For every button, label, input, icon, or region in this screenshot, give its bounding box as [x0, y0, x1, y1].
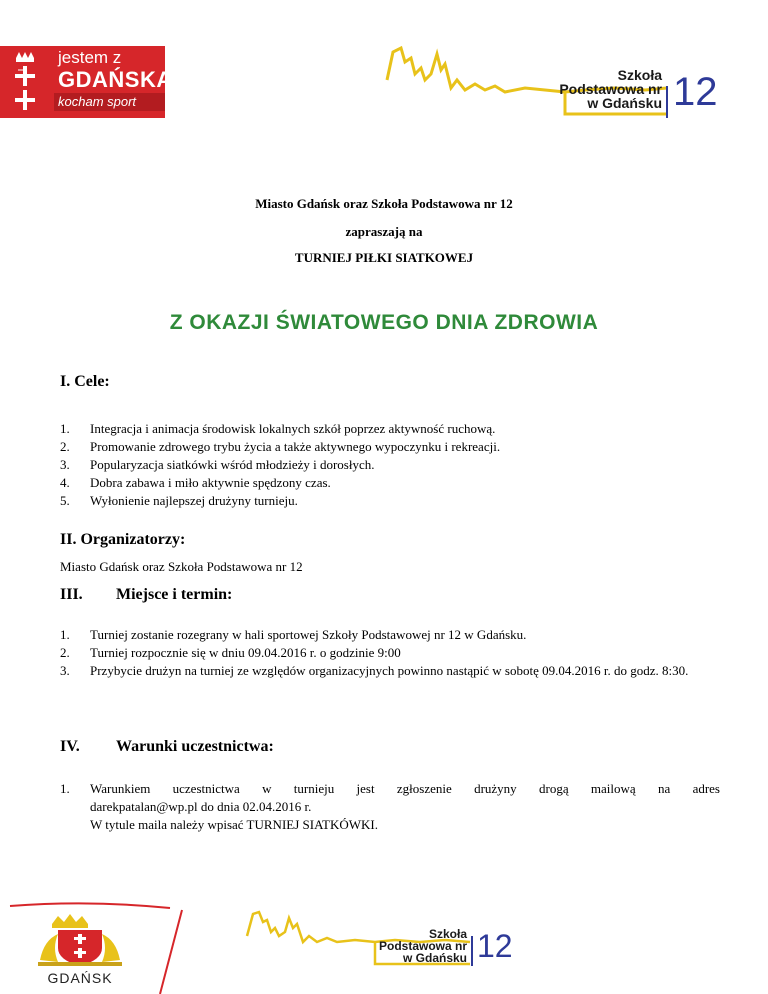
- gdansk-crest-icon: [0, 46, 50, 118]
- list-item: 4. Dobra zabawa i miło aktywnie spędzony czas.: [60, 475, 331, 490]
- section-warunki-title: Warunki uczestnictwa:: [116, 738, 274, 755]
- school-line-3: w Gdańsku: [402, 951, 467, 965]
- section-warunki-num: IV.: [60, 738, 80, 755]
- school-line-2: Podstawowa nr: [559, 81, 662, 97]
- intro-line-2: zapraszają na: [345, 224, 423, 239]
- school-line-1: Szkoła: [617, 67, 662, 83]
- warunki-line-1: Warunkiem uczestnictwa w turnieju jest zgłoszenie drużyny drogą mailową na adres: [90, 781, 720, 796]
- coat-of-arms-icon: [30, 910, 130, 968]
- school-logo-bottom: [245, 906, 525, 976]
- school-number-top: 12: [673, 70, 718, 114]
- list-item: 3. Popularyzacja siatkówki wśród młodzieży i dorosłych.: [60, 457, 375, 472]
- intro-line-3: TURNIEJ PIŁKI SIATKOWEJ: [294, 250, 474, 265]
- warunki-item: [60, 780, 720, 834]
- warunki-line-2: darekpatalan@wp.pl do dnia 02.04.2016 r.: [90, 799, 312, 814]
- list-item: 1. Turniej zostanie rozegrany w hali sportowej Szkoły Podstawowej nr 12 w Gdańsku.: [60, 627, 527, 642]
- cele-list: [60, 420, 720, 510]
- gdansk-coat-of-arms: [30, 910, 130, 986]
- organizatorzy-body: Miasto Gdańsk oraz Szkoła Podstawowa nr 12: [60, 559, 303, 574]
- badge-line-1: jestem z: [58, 48, 122, 67]
- section-miejsce-title: Miejsce i termin:: [116, 586, 233, 603]
- list-item: 2. Promowanie zdrowego trybu życia a także aktywnego wypoczynku i rekreacji.: [60, 439, 501, 454]
- badge-line-2: GDAŃSKA: [58, 67, 173, 92]
- gdansk-sport-logo: [0, 46, 173, 118]
- headline: Z OKAZJI ŚWIATOWEGO DNIA ZDROWIA: [169, 311, 599, 334]
- gdansk-footer-label: GDAŃSK: [47, 970, 113, 986]
- school-line-3: w Gdańsku: [587, 95, 662, 111]
- gdansk-badge-text: [50, 46, 173, 118]
- miejsce-list: [60, 626, 720, 680]
- list-item: 2. Turniej rozpocznie się w dniu 09.04.2016 r. o godzinie 9:00: [60, 645, 401, 660]
- list-item: 5. Wyłonienie najlepszej drużyny turnieju.: [60, 493, 298, 508]
- school-line-2: Podstawowa nr: [378, 939, 467, 953]
- section-organizatorzy-title: II. Organizatorzy:: [60, 531, 186, 548]
- intro-line-1: Miasto Gdańsk oraz Szkoła Podstawowa nr 12: [255, 196, 513, 211]
- school-number-bottom: 12: [477, 928, 513, 964]
- warunki-line-3: W tytule maila należy wpisać TURNIEJ SIATKÓWKI.: [90, 817, 378, 832]
- list-item: 3. Przybycie drużyn na turniej ze względów organizacyjnych powinno nastąpić w sobotę 09.04.2016 r. do godz. 8:30.: [60, 663, 689, 678]
- school-line-1: Szkoła: [428, 927, 467, 941]
- school-logo-top: [385, 40, 725, 130]
- warunki-item-number: 1.: [60, 781, 70, 796]
- list-item: 1. Integracja i animacja środowisk lokalnych szkół poprzez aktywność ruchową.: [60, 421, 496, 436]
- badge-line-3: kocham sport: [58, 94, 137, 109]
- section-cele-title: I. Cele:: [60, 373, 110, 390]
- section-miejsce-num: III.: [60, 586, 83, 603]
- school-name-top: [525, 68, 662, 110]
- school-name-bottom: [345, 928, 467, 964]
